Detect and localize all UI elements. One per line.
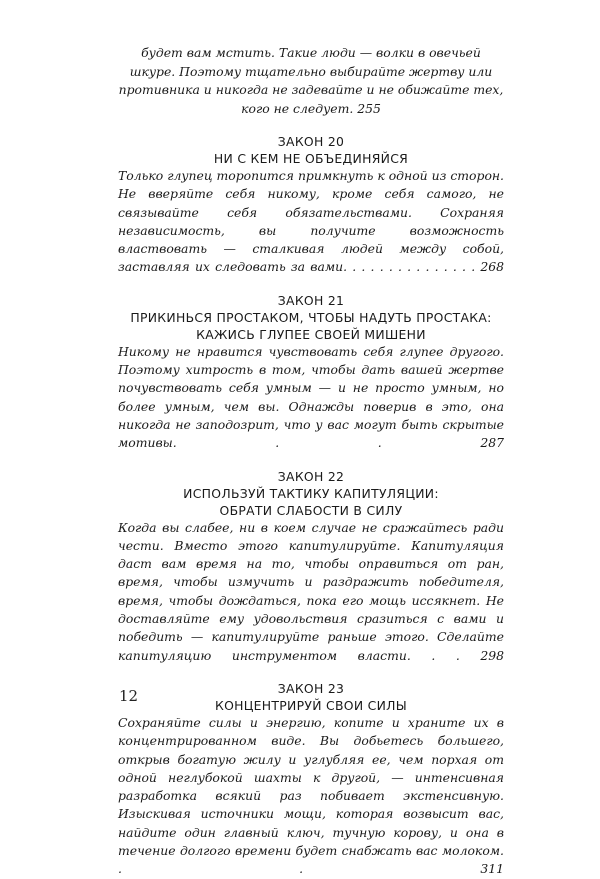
law-number: ЗАКОН 20 (277, 134, 345, 149)
law-description: Сохраняйте силы и энергию, копите и храните их в концентрированном виде. Вы добьетесь большего, открыв богатую жилу и углубляя ее, чем порхая от одной неглубокой шахты к другой, — интенсивная разработка всякий раз побивает экстенсивную. Изыскивая источники мощи, которая возвысит вас, найдите один главный ключ, тучную корову, и она в течение долгого времени будет снабжать вас молоком. . . 311 (118, 714, 504, 877)
law-22 (118, 468, 504, 665)
law-description: Только глупец торопится примкнуть к одной из сторон. Не вверяйте себя никому, кроме себя самого, не связывайте себя обязательствами. Сохраняя независимость, вы получите возможность властвовать — сталкивая людей между собой, заставляя их следовать за вами. . . . . . . . . . . . . . . 268 (118, 168, 504, 275)
law-description: Никому не нравится чувствовать себя глупее другого. Поэтому хитрость в том, чтобы дать вашей жертве почувствовать себя умным — и не просто умным, но более умным, чем вы. Однажды поверив в это, она никогда не заподозрит, что у вас могут быть скрытые мотивы. . . 287 (118, 343, 504, 451)
law-title-line-1: ИСПОЛЬЗУЙ ТАКТИКУ КАПИТУЛЯЦИИ: (183, 485, 439, 501)
law-21 (118, 292, 504, 453)
law-description: Когда вы слабее, ни в коем случае не сражайтесь ради чести. Вместо этого капитулируйте. Капитуляция даст вам время на то, чтобы оправиться от ран, время, чтобы измучить и раздражить победителя, время, чтобы дождаться, пока его мощь иссякнет. Не доставляйте ему удовольствия сразиться с вами и победить — капитулируйте раньше этого. Сделайте капитуляцию инструментом власти. . . 298 (118, 519, 504, 663)
law-number: ЗАКОН 22 (277, 468, 345, 484)
law-number: ЗАКОН 21 (277, 292, 345, 308)
law-title: НИ С КЕМ НЕ ОБЪЕДИНЯЙСЯ (213, 151, 409, 166)
law-title: КОНЦЕНТРИРУЙ СВОИ СИЛЫ (214, 697, 408, 713)
law-title-line-2: КАЖИСЬ ГЛУПЕЕ СВОЕЙ МИШЕНИ (196, 326, 426, 342)
page-number: 12 (119, 687, 139, 705)
law-title-line-2: ОБРАТИ СЛАБОСТИ В СИЛУ (219, 502, 403, 518)
law-title-line-1: ПРИКИНЬСЯ ПРОСТАКОМ, ЧТОБЫ НАДУТЬ ПРОСТАКА: (130, 309, 492, 325)
law-number: ЗАКОН 23 (277, 680, 345, 696)
law-20 (118, 133, 504, 277)
intro-paragraph: будет вам мстить. Такие люди — волки в овечьей шкуре. Поэтому тщательно выбирайте жертву или противника и никогда не задевайте и не обижайте тех, кого не следует. 255 (118, 45, 504, 116)
contents-column (118, 44, 504, 879)
law-23 (118, 680, 504, 879)
